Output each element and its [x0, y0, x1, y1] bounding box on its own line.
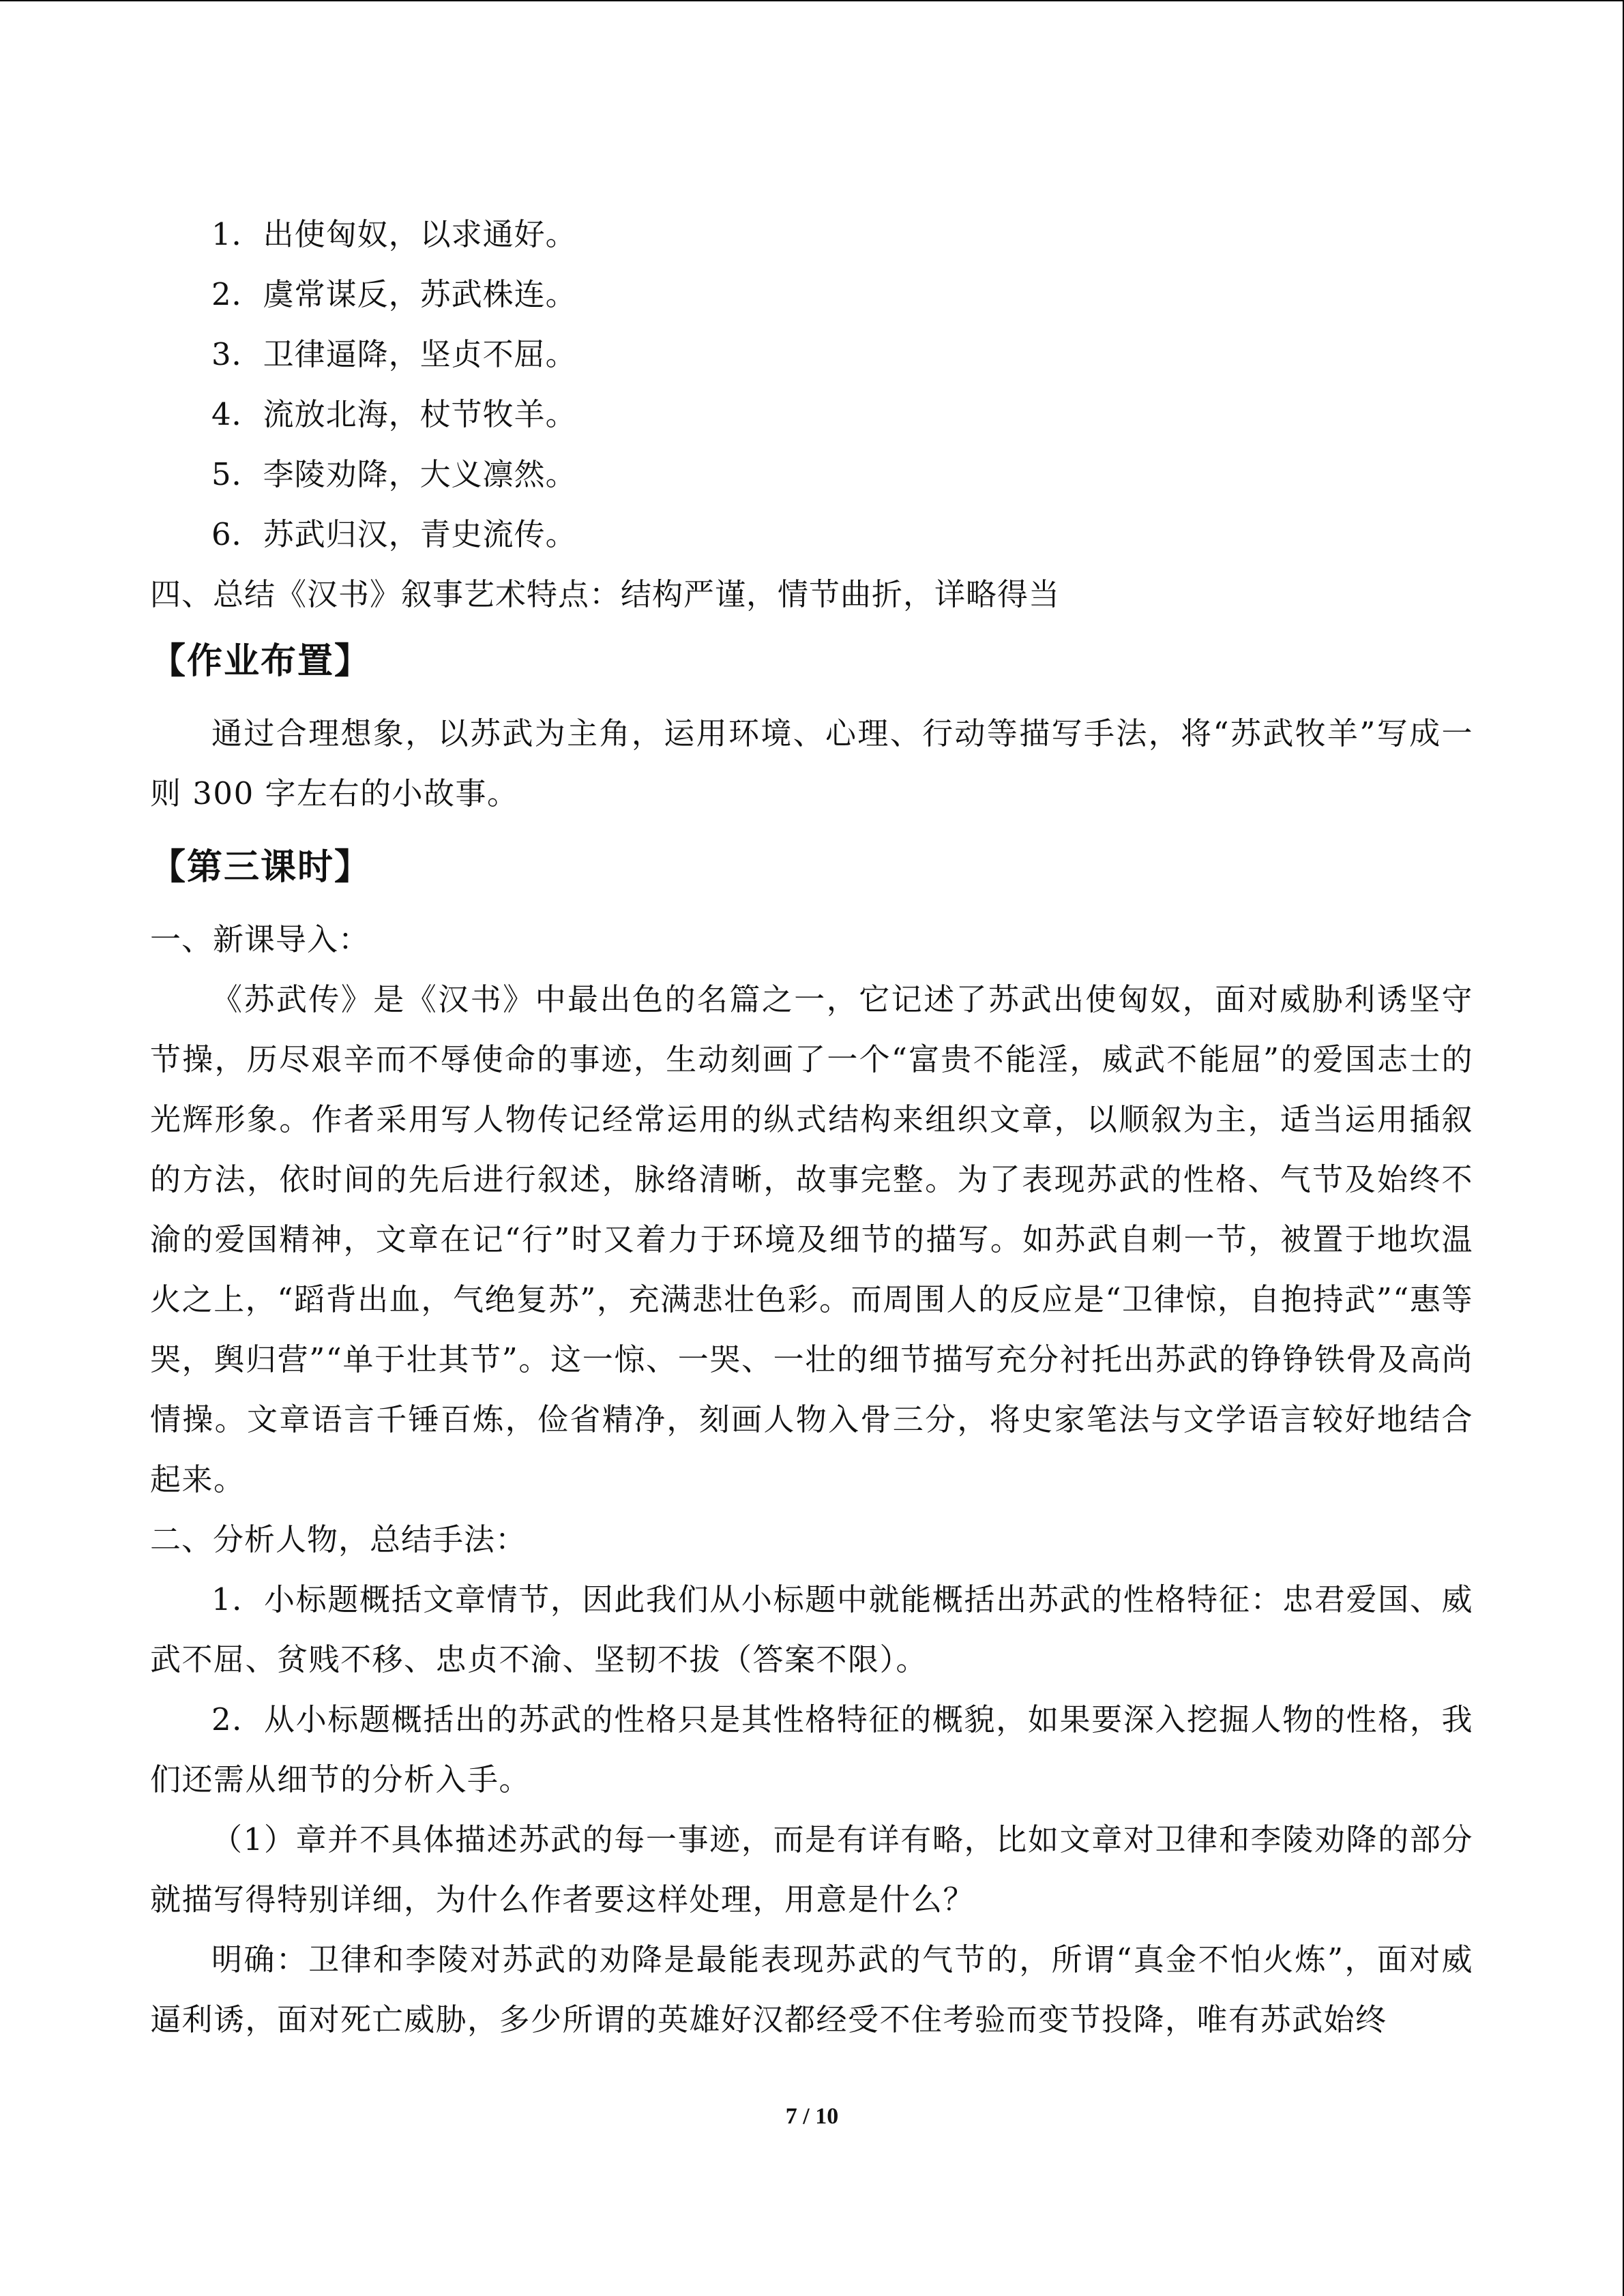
list-item: 5．李陵劝降，大义凛然。 — [211, 456, 577, 492]
list-item: 2．虞常谋反，苏武株连。 — [211, 276, 577, 312]
list-item: 4．流放北海，杖节牧羊。 — [211, 396, 577, 432]
lesson3-heading: 【第三课时】 — [150, 847, 372, 888]
page-number: 7 / 10 — [785, 2104, 839, 2129]
point-2: 2．从小标题概括出的苏武的性格只是其性格特征的概貌，如果要深入挖掘人物的性格，我们还需从细节的分析入手。 — [150, 1701, 1473, 1798]
document-body — [150, 205, 1473, 2050]
intro-title: 一、新课导入： — [150, 921, 370, 957]
summary-line: 四、总结《汉书》叙事艺术特点：结构严谨，情节曲折，详略得当 — [150, 576, 1061, 612]
homework-text: 通过合理想象，以苏武为主角，运用环境、心理、行动等描写手法，将“苏武牧羊”写成一则 300 字左右的小故事。 — [150, 715, 1473, 811]
answer-1: 明确：卫律和李陵对苏武的劝降是最能表现苏武的气节的，所谓“真金不怕火炼”，面对威逼利诱，面对死亡威胁，多少所谓的英雄好汉都经受不住考验而变节投降，唯有苏武始终 — [150, 1941, 1473, 2038]
homework-heading: 【作业布置】 — [150, 641, 372, 682]
list-item: 1．出使匈奴，以求通好。 — [211, 216, 577, 252]
analysis-title: 二、分析人物，总结手法： — [150, 1521, 527, 1557]
list-item: 3．卫律逼降，坚贞不屈。 — [211, 336, 577, 372]
point-1: 1．小标题概括文章情节，因此我们从小标题中就能概括出苏武的性格特征：忠君爱国、威武不屈、贫贱不移、忠贞不渝、坚韧不拔（答案不限）。 — [150, 1581, 1473, 1678]
question-1: （1）章并不具体描述苏武的每一事迹，而是有详有略，比如文章对卫律和李陵劝降的部分就描写得特别详细，为什么作者要这样处理，用意是什么？ — [150, 1821, 1473, 1918]
list-item: 6．苏武归汉，青史流传。 — [211, 516, 577, 552]
plot-summary-list — [150, 205, 1473, 565]
intro-paragraph: 《苏武传》是《汉书》中最出色的名篇之一，它记述了苏武出使匈奴，面对威胁利诱坚守节操，历尽艰辛而不辱使命的事迹，生动刻画了一个“富贵不能淫，威武不能屈”的爱国志士的光辉形象。作者采用写人物传记经常运用的纵式结构来组织文章，以顺叙为主，适当运用插叙的方法，依时间的先后进行叙述，脉络清晰，故事完整。为了表现苏武的性格、气节及始终不渝的爱国精神，文章在记“行”时又着力于环境及细节的描写。如苏武自刺一节，被置于地坎温火之上，“蹈背出血，气绝复苏”，充满悲壮色彩。而周围人的反应是“卫律惊，自抱持武”“惠等哭，舆归营”“单于壮其节”。这一惊、一哭、一壮的细节描写充分衬托出苏武的铮铮铁骨及高尚情操。文章语言千锤百炼，俭省精净，刻画人物入骨三分，将史家笔法与文学语言较好地结合起来。 — [150, 981, 1473, 1497]
